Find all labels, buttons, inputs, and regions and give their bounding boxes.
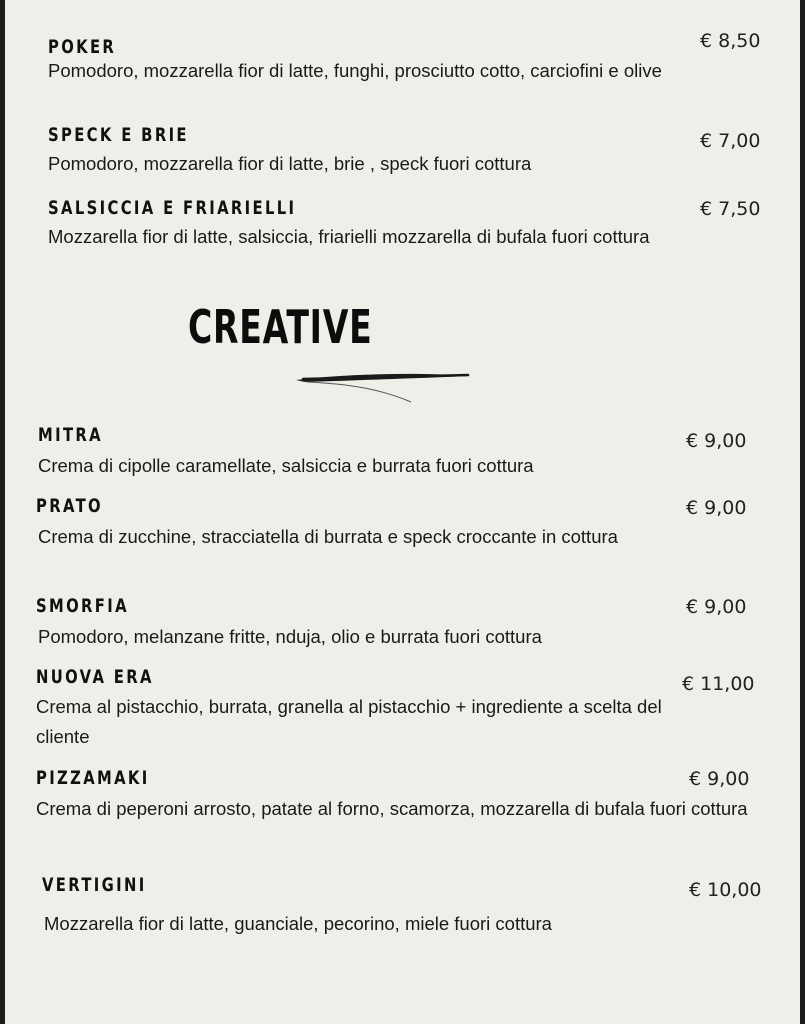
item-name: VERTIGINI [42,874,147,896]
item-price: € 11,00 [682,673,755,695]
item-price: € 9,00 [686,430,747,452]
item-description: Crema di zucchine, stracciatella di burrata e speck croccante in cottura [38,526,618,547]
item-description: Crema di peperoni arrosto, patate al forno, scamorza, mozzarella di bufala fuori cottura [36,798,748,819]
item-price: € 9,00 [686,596,747,618]
item-price: € 9,00 [689,768,750,790]
menu-page [5,0,800,1024]
item-price: € 7,00 [700,130,761,152]
item-description: Crema di cipolle caramellate, salsiccia e burrata fuori cottura [38,455,534,476]
item-name: PRATO [36,495,104,517]
item-description: Pomodoro, mozzarella fior di latte, funghi, prosciutto cotto, carciofini e olive [48,60,662,81]
item-description: Pomodoro, melanzane fritte, nduja, olio e burrata fuori cottura [38,626,542,647]
item-description: Crema al pistacchio, burrata, granella al pistacchio + ingrediente a scelta del cliente [36,696,662,747]
item-name: PIZZAMAKI [36,767,150,789]
item-name: SMORFIA [36,595,129,617]
item-name: SALSICCIA E FRIARIELLI [48,197,297,219]
item-description: Pomodoro, mozzarella fior di latte, brie , speck fuori cottura [48,153,532,174]
item-name: NUOVA ERA [36,666,154,688]
brush-stroke-divider [293,368,478,408]
item-price: € 8,50 [700,30,761,52]
item-description: Mozzarella fior di latte, salsiccia, friarielli mozzarella di bufala fuori cottura [48,226,650,247]
item-price: € 9,00 [686,497,747,519]
section-title: CREATIVE [188,300,373,354]
item-name: POKER [48,36,117,58]
item-description: Mozzarella fior di latte, guanciale, pecorino, miele fuori cottura [44,913,552,934]
item-name: SPECK E BRIE [48,124,189,146]
item-price: € 10,00 [689,879,762,901]
item-price: € 7,50 [700,198,761,220]
item-name: MITRA [38,424,103,446]
